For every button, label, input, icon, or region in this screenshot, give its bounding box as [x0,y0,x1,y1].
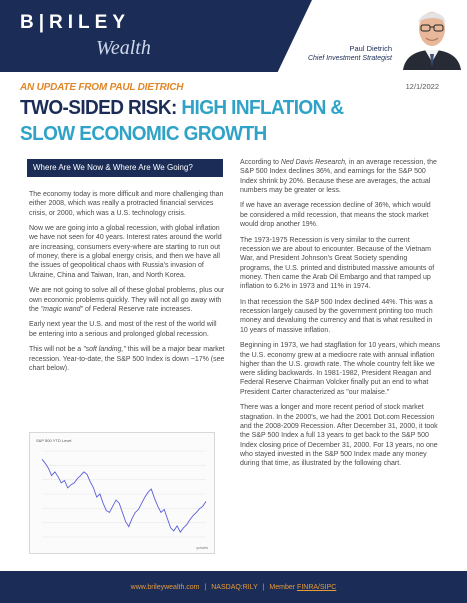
member-label: Member [269,584,298,591]
ticker-text: NASDAQ:RILY [211,584,258,591]
footer-separator: | [262,584,265,591]
paragraph: If we have an average recession decline of 36%, which would be considered a mild recession, that means the stock market would drop another 19%. [240,202,431,229]
page-footer [0,571,467,603]
paragraph [29,286,225,314]
paragraph: The 1973-1975 Recession is very similar to the current recession we are about to encounter. Because of the Vietnam War, and President Johnson's Great Society spending programs, the U.S. printed and distributed massive amounts of money. Then came the Arab Oil Embargo and that ramped up inflation to 6.2% in 1973 and 11% in 1974. [240,236,435,291]
article-kicker: AN UPDATE FROM PAUL DIETRICH [20,82,184,93]
article-headline [20,95,370,148]
emphasis-text: Ned Davis Research, [280,159,347,166]
paragraph-text: of Federal Reserve rate increases. [83,305,193,313]
headline-part-1: TWO-SIDED RISK: [20,97,182,120]
finra-sipc-link[interactable]: FINRA/SIPC [297,584,337,591]
footer-separator: | [204,584,207,591]
paragraph-text: We are not going to solve all of these global problems, plus our own economic problems quickly. They will not all go away with the [29,287,225,313]
left-column [29,190,225,380]
paragraph-text: This will not be a [29,346,84,354]
right-column [240,158,440,475]
paragraph: Now we are going into a global recession, with global inflation we have not seen for 40 years. Interest rates around the world are increasing, consumers every-where are starting to run out of money, there is a global energy crisis, and then we have all the issues of geopolitical chaos with Russia's invasion of Ukraine, China and Taiwan, Iran, and North Korea. [29,225,222,279]
section-heading: Where Are We Now & Where Are We Going? [27,159,223,177]
emphasis-text: "soft landing," [83,346,126,354]
chart-title: S&P 500 YTD Level [36,438,72,443]
header-brand-panel [0,0,312,72]
paragraph [240,158,440,195]
emphasis-text: "magic wand" [40,305,84,313]
chart-source: ycharts [196,546,208,550]
brand-logo-top: B|RILEY [20,12,130,33]
author-title: Chief Investment Strategist [307,55,392,62]
paragraph: In that recession the S&P 500 Index declined 44%. This was a recession largely caused by the government printing too much money and devaluing the currency and that is what resulted in 10 years of massive inflation. [240,298,433,334]
website-link[interactable]: www.brileywealth.com [130,584,200,591]
person-portrait-icon [401,2,463,70]
paragraph-text: this will be a major bear market recession. Year-to-date, the S&P 500 Index is down ~17% (see chart below). [29,346,225,372]
sp500-ytd-chart [29,432,215,554]
paragraph: Early next year the U.S. and most of the rest of the world will be entering into a serious and prolonged global recession. [29,321,217,338]
footer-text [0,584,467,591]
paragraph: Beginning in 1973, we had stagflation for 10 years, which means the U.S. economy grew at a mediocre rate with annual inflation higher than the U.S. growth rate. The whole country felt like we were sliding backwards. In 1981-1982, President Reagan and Federal Reserve Chairman Volcker finally put an end to what President Carter characterized as "our malaise." [240,342,441,396]
paragraph-text: in an average recession, the S&P 500 Index declines 36%, and earnings for the S&P 500 Index shrink by 20%. Because these are averages, the actual numbers may be greater or less. [240,159,437,194]
paragraph: The economy today is more difficult and more challenging than either 2008, which was really a protracted financial services crisis, or 2000, which was a U.S. technology crisis. [29,191,224,217]
brand-logo-bottom: Wealth [96,37,151,59]
paragraph: There was a longer and more recent period of stock market stagnation. In the 2000's, we had the 2001 Dot.com Recession and the 2008-2009 Recession. After December 31, 2000, it took the S&P 500 Index a full 13 years to get back to the S&P 500 Index closing price of December 31, 2000. For 13 years, no one who stayed invested in the S&P 500 Index made any money during that time, as illustrated by the following chart. [240,404,438,468]
paragraph-text: According to [240,159,281,166]
headline-part-2: HIGH INFLATION & SLOW ECONOMIC GROWTH [20,97,344,146]
page-header [0,0,467,72]
author-portrait [401,2,463,70]
author-name: Paul Dietrich [349,44,392,53]
chart-series-line [42,459,206,532]
paragraph [29,345,225,373]
chart-plot [30,433,216,555]
article-date: 12/1/2022 [405,82,439,91]
